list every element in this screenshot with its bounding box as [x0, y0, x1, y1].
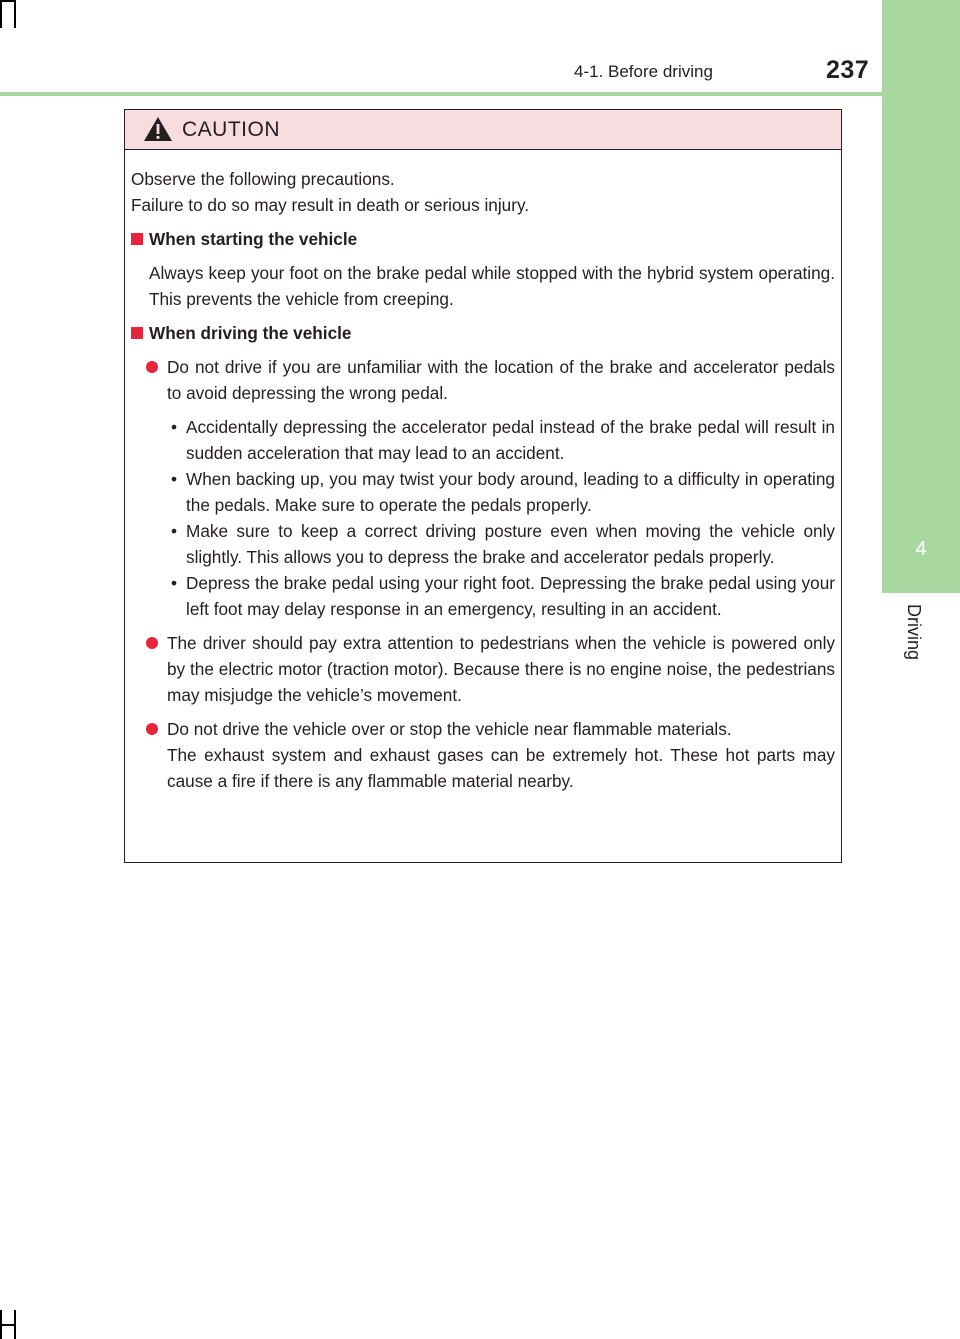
caution-box [124, 109, 842, 863]
sub-item [167, 570, 835, 622]
caution-title: CAUTION [182, 118, 280, 141]
sub-item-text: Depress the brake pedal using your right foot. Depressing the brake pedal using your left foot may delay response in an emergency, resulting in an accident. [186, 573, 835, 619]
chapter-number: 4 [915, 538, 927, 560]
round-bullet-icon [146, 637, 158, 649]
section-heading [131, 226, 835, 252]
square-bullet-icon [131, 233, 143, 245]
caution-header [125, 110, 841, 150]
section-heading [131, 320, 835, 346]
bullet-item [131, 630, 835, 708]
chapter-label: Driving [904, 604, 924, 661]
square-bullet-icon [131, 327, 143, 339]
crop-mark [0, 0, 14, 2]
intro-line: Observe the following precautions. [131, 169, 395, 189]
warning-triangle-icon [143, 116, 173, 142]
bullet-text: Do not drive if you are unfamiliar with the location of the brake and accelerator pedals to avoid depressing the wrong pedal. [167, 357, 835, 403]
sub-item-text: Make sure to keep a correct driving posture even when moving the vehicle only slightly. This allows you to depress the brake and accelerator pedals properly. [186, 521, 835, 567]
header-rule [0, 92, 960, 96]
sub-item-text: Accidentally depressing the accelerator pedal instead of the brake pedal will result in sudden acceleration that may lead to an accident. [186, 417, 835, 463]
caution-content [131, 166, 835, 794]
sub-item [167, 414, 835, 466]
section-heading-text: When driving the vehicle [149, 323, 352, 343]
bullet-item [131, 354, 835, 406]
middle-dot-icon: • [171, 417, 178, 437]
chapter-tab [882, 0, 960, 1339]
round-bullet-icon [146, 361, 158, 373]
chapter-tab-band [882, 0, 960, 593]
middle-dot-icon: • [171, 469, 178, 489]
page-number: 237 [826, 56, 870, 84]
sub-list [167, 414, 835, 622]
caution-intro [131, 166, 835, 218]
sub-item [167, 518, 835, 570]
round-bullet-icon [146, 723, 158, 735]
running-head: 4-1. Before driving [574, 62, 713, 81]
bullet-text: The driver should pay extra attention to pedestrians when the vehicle is powered only by the electric motor (traction motor). Because there is no engine noise, the pedestrians may misjudge the vehicle’s movement. [167, 633, 835, 705]
crop-mark [0, 0, 2, 28]
bullet-text-continued: The exhaust system and exhaust gases can be extremely hot. These hot parts may cause a fire if there is any flammable material nearby. [167, 745, 835, 791]
intro-line: Failure to do so may result in death or serious injury. [131, 195, 530, 215]
crop-mark [14, 1310, 16, 1339]
middle-dot-icon: • [171, 521, 178, 541]
sub-item [167, 466, 835, 518]
bullet-item [131, 716, 835, 794]
crop-mark [0, 1324, 14, 1326]
section-body: Always keep your foot on the brake pedal while stopped with the hybrid system operating. This prevents the vehicle from creeping. [149, 263, 835, 309]
sub-item-text: When backing up, you may twist your body around, leading to a difficulty in operating the pedals. Make sure to operate the pedals properly. [186, 469, 835, 515]
middle-dot-icon: • [171, 573, 178, 593]
crop-mark [14, 0, 16, 28]
bullet-text: Do not drive the vehicle over or stop the vehicle near flammable materials. [167, 719, 732, 739]
section-heading-text: When starting the vehicle [149, 229, 358, 249]
